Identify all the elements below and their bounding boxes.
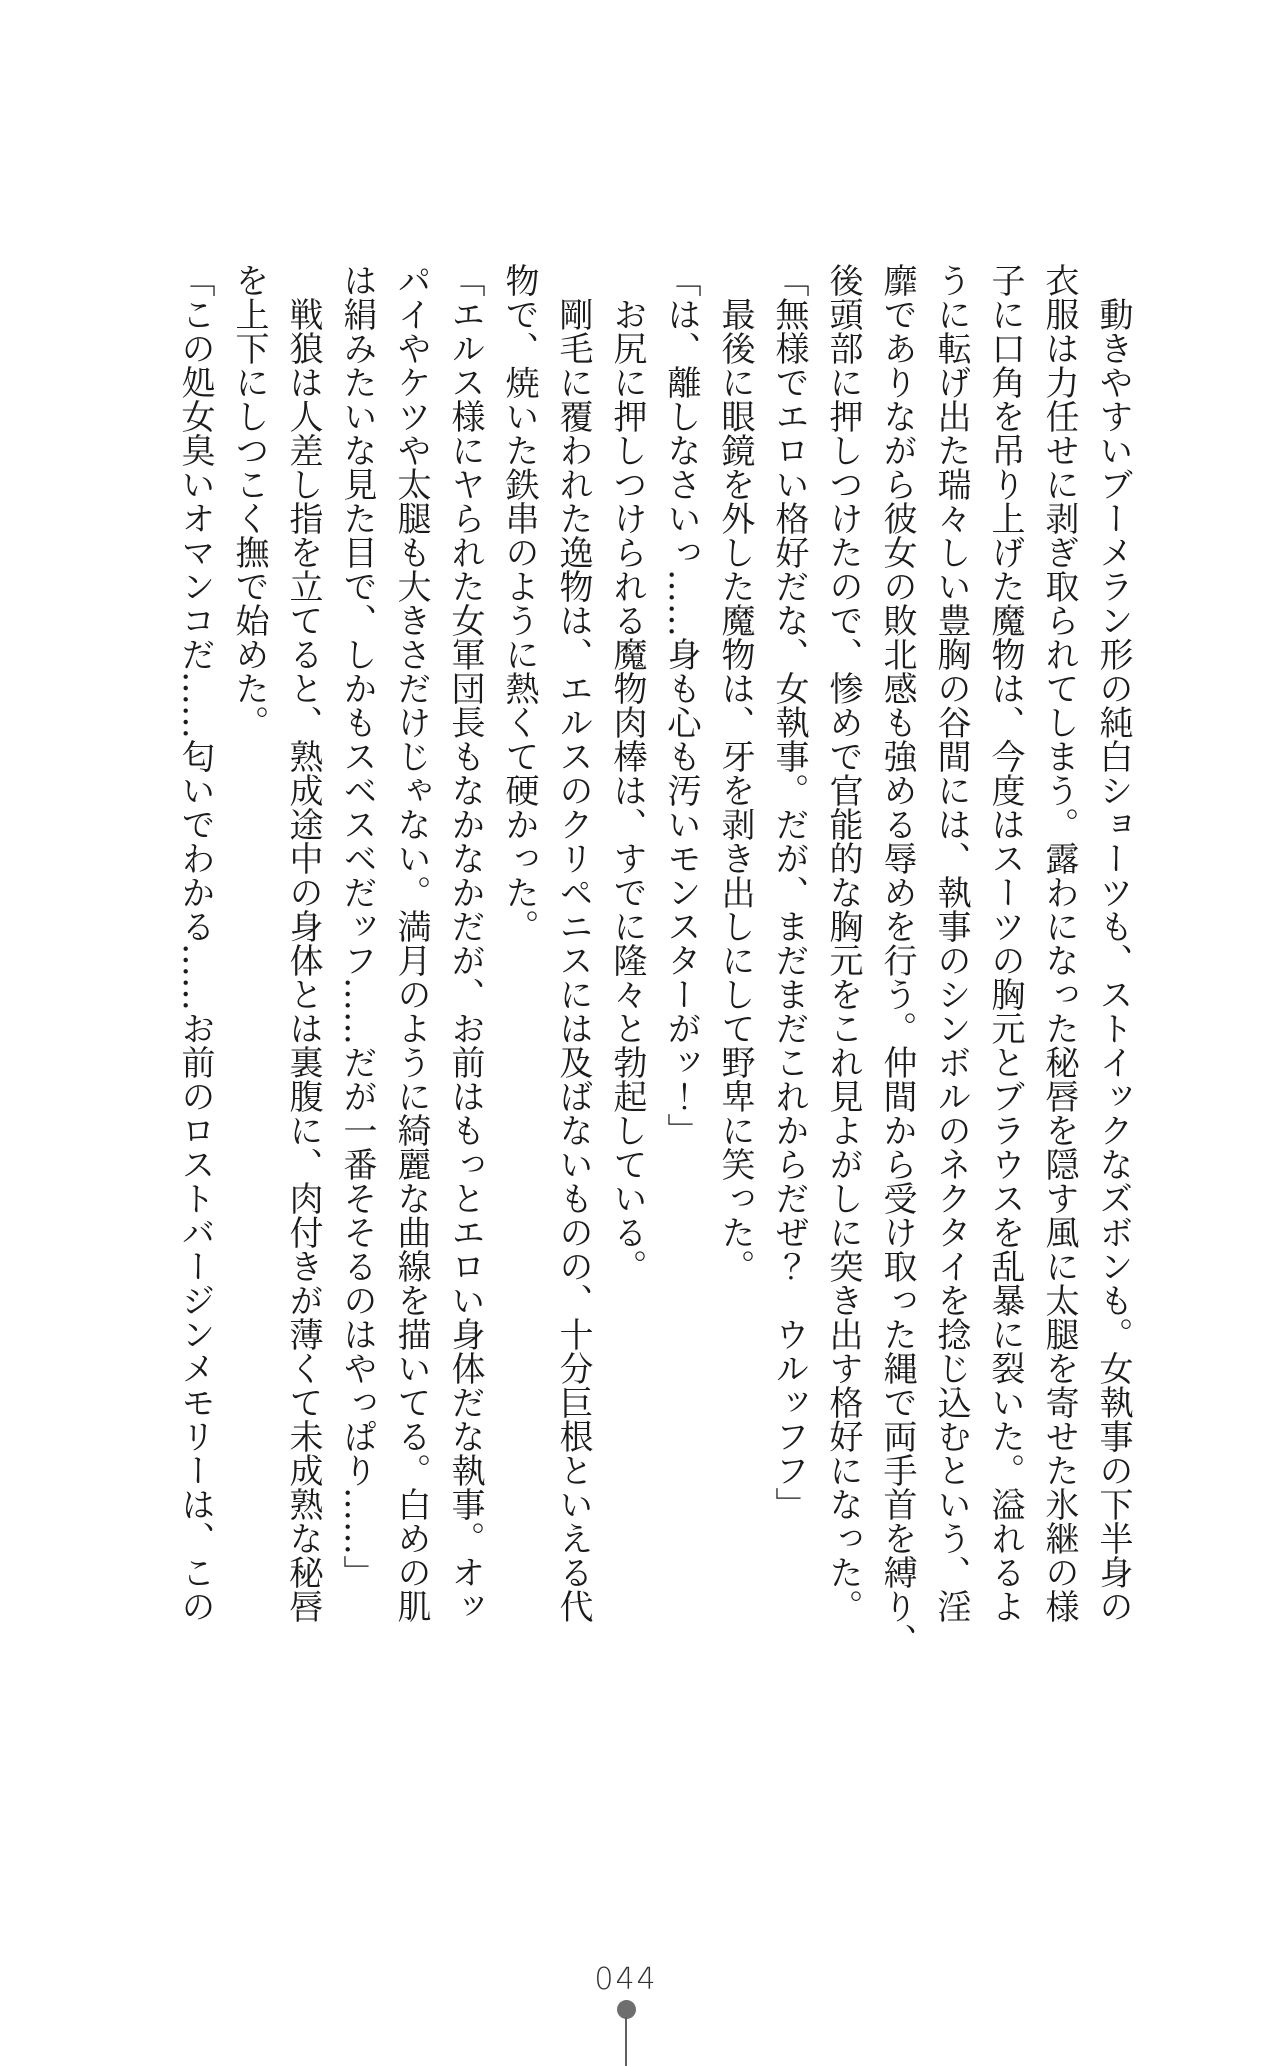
text-column: 「無様でエロい格好だな、女執事。だが、まだまだこれからだぜ？ ウルッフフ」	[769, 263, 809, 1521]
page-number: 044	[594, 1962, 658, 1997]
text-column: お尻に押しつけられる魔物肉棒は、すでに隆々と勃起している。	[607, 263, 647, 1283]
page-text-block	[168, 263, 1140, 1667]
text-column: 動きやすいブーメラン形の純白ショーツも、ストイックなズボンも。女執事の下半身の	[1093, 263, 1133, 1623]
text-column: 靡でありながら彼女の敗北感も強める辱めを行う。仲間から受け取った縄で両手首を縛り、	[877, 263, 917, 1657]
text-column: 後頭部に押しつけたので、惨めで官能的な胸元をこれ見よがしに突き出す格好になった。	[823, 263, 863, 1623]
text-column: 子に口角を吊り上げた魔物は、今度はスーツの胸元とブラウスを乱暴に裂いた。溢れるよ	[985, 263, 1025, 1623]
text-column: うに転げ出た瑞々しい豊胸の谷間には、執事のシンボルのネクタイを捻じ込むという、淫	[931, 263, 971, 1623]
text-column: 「エルス様にヤられた女軍団長もなかなかだが、お前はもっとエロい身体だな執事。オッ	[445, 263, 485, 1623]
text-column: パイやケツや太腿も大きさだけじゃない。満月のように綺麗な曲線を描いてる。白めの肌	[391, 263, 431, 1623]
text-column: 戦狼は人差し指を立てると、熟成途中の身体とは裏腹に、肉付きが薄くて未成熟な秘唇	[283, 263, 323, 1623]
text-column: は絹みたいな見た目で、しかもスベスベだッフ……だが一番そそるのはやっぱり……」	[337, 263, 377, 1589]
text-column: 「は、離しなさいっ……身も心も汚いモンスターがッ！」	[661, 263, 701, 1147]
text-column: を上下にしつこく撫で始めた。	[229, 263, 269, 739]
text-column: 衣服は力任せに剥ぎ取られてしまう。露わになった秘唇を隠す風に太腿を寄せた氷継の様	[1039, 263, 1079, 1623]
text-column: 最後に眼鏡を外した魔物は、牙を剥き出しにして野卑に笑った。	[715, 263, 755, 1283]
footer-line-ornament	[625, 2017, 627, 2066]
text-column: 剛毛に覆われた逸物は、エルスのクリペニスには及ばないものの、十分巨根といえる代	[553, 263, 593, 1623]
text-column: 「この処女臭いオマンコだ……匂いでわかる……お前のロストバージンメモリーは、この	[175, 263, 215, 1623]
text-column: 物で、焼いた鉄串のように熱くて硬かった。	[499, 263, 539, 943]
